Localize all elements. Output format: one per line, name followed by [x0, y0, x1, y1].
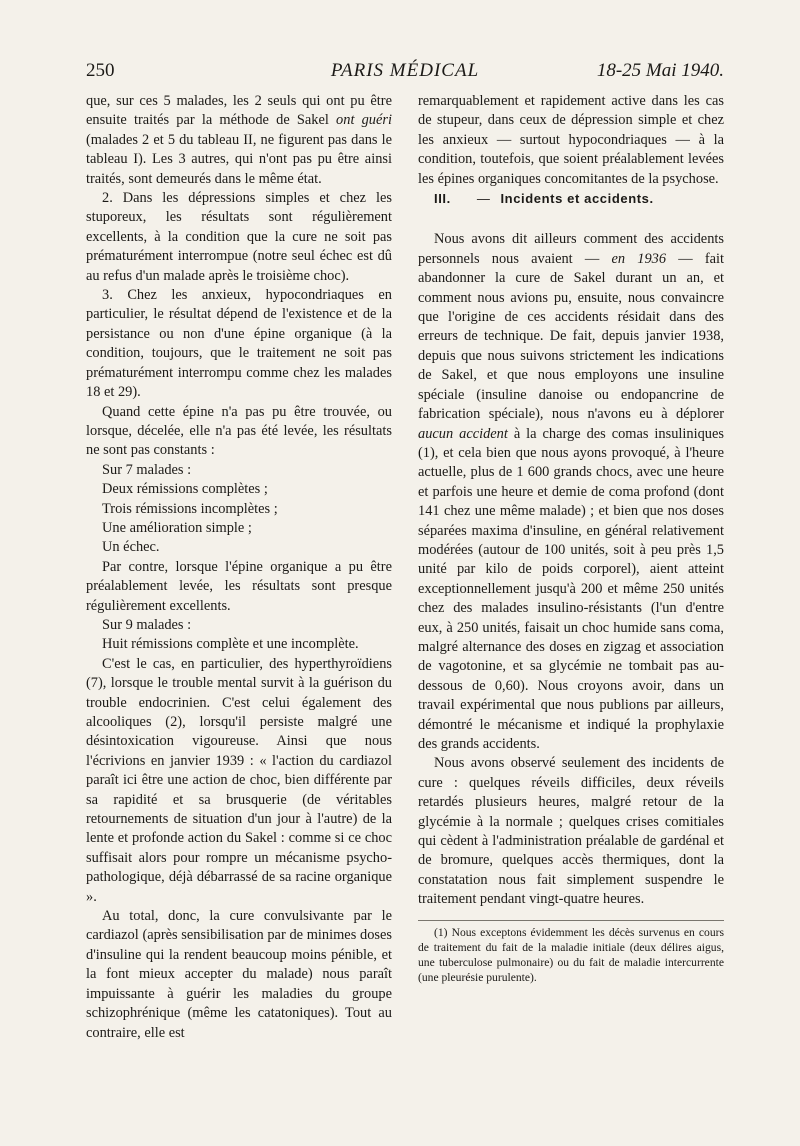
section-dash: — [476, 191, 491, 207]
list-item: Une amélioration simple ; [102, 519, 252, 536]
paragraph: remarquablement et rapidement active dans les cas de stupeur, dans ceux de dépression simple et chez les anxieux — surtout hypocondriaques — à la condition, toutefois, que soient préalablement levées les épines organiques concomitantes de la psychose. [418, 93, 724, 187]
issue-date: 18-25 Mai 1940. [596, 60, 724, 81]
paragraph: 3. Chez les anxieux, hypocondriaques en particulier, le résultat dépend de l'existence et de la persistance ou non d'une épine organique (à la condition, toujours, que le traitement ne soit pas prématurément interrompu comme chez les malades 18 et 29). [86, 287, 392, 401]
list-item: Sur 7 malades : [102, 461, 192, 478]
paragraph: Nous avons observé seulement des incidents de cure : quelques réveils difficiles, deux réveils retardés plusieurs heures, malgré retour de la glycémie à la normale ; quelques crises comitiales qui cèdent à l'administration préalable de gardénal et de bromure, quelques accès thermiques, dont la constatation nous fait simplement suspendre le traitement pendant vingt-quatre heures. [418, 755, 724, 908]
footnote-divider [418, 920, 724, 921]
journal-title: PARIS MÉDICAL [330, 60, 480, 81]
left-column [86, 92, 392, 1043]
section-number: III. [434, 191, 451, 207]
running-head [86, 60, 724, 86]
emphasis: en 1936 [611, 250, 667, 267]
paragraph: Quand cette épine n'a pas pu être trouvée, ou lorsque, décelée, elle n'a pas été levée, les résultats ne sont pas constants : [86, 403, 392, 459]
list-item: Un échec. [102, 539, 160, 556]
paragraph: C'est le cas, en particulier, des hyperthyroïdiens (7), lorsque le trouble mental survit à la guérison du trouble endocrinien. C'est celui également des alcooliques (2), lorsqu'il persiste malgré une désintoxication vigoureuse. Ainsi que nous l'écrivions en janvier 1939 : « l'action du cardiazol paraît ici être une action de choc, bien différente par sa rapidité et sa brusquerie (de véritables retournements de situation d'un jour à l'autre) de la lente et profonde action du Sakel : comme si ce choc suffisait alors pour rompre un mécanisme psycho-pathologique, déjà débarrassé de sa racine organique ». [86, 655, 392, 905]
paragraph: 2. Dans les dépressions simples et chez les stuporeux, les résultats sont régulièrement excellents, à la condition que la cure ne soit pas prématurément interrompue (notre seul échec est dû au refus d'un malade après le troisième choc). [86, 190, 392, 284]
text-run: — fait abandonner la cure de Sakel durant un an, et comment nous avions pu, ensuite, nous convaincre que l'origine de ces accidents résidait dans des erreurs de technique. De fait, depuis janvier 1938, depuis que nous suivons strictement les indications de Sakel, et que nous employons une insuline spéciale (insuline danoise ou endopancrine de fabrication spéciale), nous n'avons eu à déplorer [418, 250, 724, 423]
list-item: Deux rémissions complètes ; [102, 481, 268, 498]
right-column [418, 92, 724, 985]
paragraph: Par contre, lorsque l'épine organique a pu être préalablement levée, les résultats sont presque régulièrement excellents. [86, 558, 392, 614]
paragraph [86, 92, 392, 189]
section-heading [418, 189, 724, 208]
section-title: Incidents et accidents. [500, 191, 654, 207]
paragraph [418, 230, 724, 754]
emphasis: ont guéri [336, 112, 392, 129]
text-run: que, sur ces 5 malades, les 2 seuls qui ont pu être ensuite traités par la méthode de Sakel [86, 93, 392, 129]
page-number: 250 [86, 60, 115, 81]
footnote: (1) Nous exceptons évidemment les décès survenus en cours de traitement du fait de la maladie initiale (deux délires aigus, une tuberculose pulmonaire) ou du fait de maladie intercurrente (une pleurésie purulente). [418, 925, 724, 984]
list-item: Trois rémissions incomplètes ; [102, 500, 278, 517]
text-run: à la charge des comas insuliniques (1), et cela bien que nous ayons provoqué, à l'heure actuelle, plus de 1 600 grands chocs, avec une heure et parfois une heure et demie de coma profond (dont 141 chez une même malade) ; et bien que nos doses séparées maxima d'insuline, en général relativement modérées (autour de 100 unités, soit à peu près 1,5 unité par kilo de poids corporel), aient atteint exceptionnellement jusqu'à 200 et même 250 unités chez des malades insulino-résistants (l'un d'entre eux, à 250 unités, faisait un choc humide sans coma, malgré alternance des doses en zigzag et association de vagotonine, et sa glycémie ne tombait pas au-dessous de 0,60). Nous croyons avoir, dans un travail expérimental que nous publions par ailleurs, démontré le mécanisme et indiqué la prophylaxie des grands accidents. [418, 425, 724, 752]
emphasis: aucun accident [418, 425, 508, 442]
text-run: (malades 2 et 5 du tableau II, ne figurent pas dans le tableau I). Les 3 autres, qui n'ont pas pu être ainsi traités, sont demeurés dans le même état. [86, 131, 392, 187]
list-item: Huit rémissions complète et une incomplète. [102, 636, 359, 653]
text-run: Nous avons dit ailleurs comment des accidents personnels nous avaient — [418, 231, 724, 267]
paragraph: Au total, donc, la cure convulsivante par le cardiazol (après sensibilisation par de minimes doses d'insuline qui la rendent beaucoup moins pénible, et la font mieux accepter du malade) nous paraît impuissante à guérir les maladies du groupe schizophrénique (même les catatoniques). Tout au contraire, elle est [86, 908, 392, 1041]
list-item: Sur 9 malades : [102, 616, 192, 633]
